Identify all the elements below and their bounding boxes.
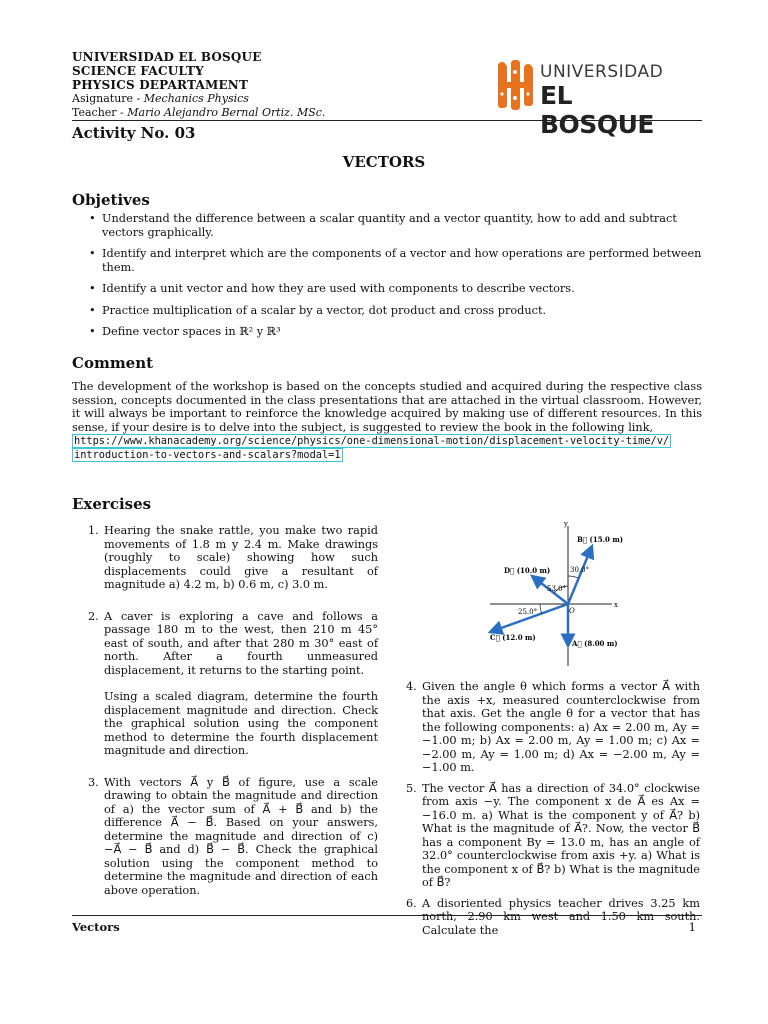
footer-title: Vectors — [72, 920, 120, 934]
bullet-icon: • — [89, 325, 96, 338]
angle-d-label: 53.0° — [547, 585, 567, 593]
exercise-text: Hearing the snake rattle, you make two rapid movements of 1.8 m y 2.4 m. Make drawings (roughly to scale) showing how such displacements could give a resultant of magnitude a) 4.2 m, b) 0.6 m, c) 3.0 m. — [104, 524, 378, 591]
objective-text: Identify a unit vector and how they are used with components to describe vectors. — [102, 282, 575, 295]
list-item — [72, 247, 702, 274]
exercise-text: A caver is exploring a cave and follows a passage 180 m to the west, then 210 m 45° east of south, and after that 280 m 30° east of north. After a fourth unmeasured displacement, it returns to the starting point. — [104, 609, 378, 677]
exercise-number: 2. — [88, 609, 99, 623]
vector-c-label: C⃗ (12.0 m) — [490, 633, 536, 642]
comment-paragraph: The development of the workshop is based on the concepts studied and acquired during the respective class session, concepts documented in the class presentations that are attached in the virtual classroom. However, it will always be important to reinforce the knowledge acquired by making use of different resources. In this sense, if your desire is to delve into the subject, is suggested to review the book in the following link, — [72, 380, 702, 434]
vector-d-label: D⃗ (10.0 m) — [504, 566, 551, 575]
exercises-heading: Exercises — [72, 495, 152, 513]
comment-heading: Comment — [72, 354, 154, 372]
objective-text: Define vector spaces in ℝ² y ℝ³ — [102, 325, 281, 338]
link-line-1[interactable]: https://www.khanacademy.org/science/physics/one-dimensional-motion/displacement-velocity-time/v/ — [74, 435, 670, 447]
link-line-2[interactable]: introduction-to-vectors-and-scalars?modal=1 — [74, 449, 341, 461]
exercise-item-1 — [88, 524, 378, 592]
objective-text: Practice multiplication of a scalar by a vector, dot product and cross product. — [102, 303, 547, 317]
exercises-right-column — [406, 680, 700, 937]
exercise-number: 6. — [406, 896, 417, 910]
exercise-number: 5. — [406, 781, 417, 795]
list-item — [72, 212, 702, 239]
vector-figure — [480, 518, 630, 680]
list-item — [72, 325, 702, 339]
angle-c-label: 25.0° — [518, 608, 538, 616]
activity-number: Activity No. 03 — [72, 124, 196, 142]
exercise-text: A disoriented physics teacher drives 3.25 km north, 2.90 km west and 1.50 km south. Calculate the — [422, 896, 700, 937]
vector-a-label: A⃗ (8.00 m) — [572, 639, 618, 648]
objective-text: Understand the difference between a scalar quantity and a vector quantity, how to add and subtract vectors graphically. — [102, 212, 677, 239]
objective-text: Identify and interpret which are the components of a vector and how operations are performed between them. — [102, 247, 702, 274]
asignature-label: Asignature - — [72, 92, 144, 105]
y-axis-label: y — [564, 520, 568, 528]
logo-text-el-bosque: EL BOSQUE — [540, 81, 654, 139]
header-block — [72, 50, 325, 120]
footer-divider — [72, 915, 702, 916]
vector-b — [568, 546, 592, 604]
page-title: VECTORS — [342, 153, 426, 171]
exercise-text: The vector A⃗ has a direction of 34.0° clockwise from axis −y. The component x de A⃗ es Ax = −16.0 m. a) What is the component y of A⃗? b) What is the magnitude of A⃗?. Now, the vector B⃗ has a component By = 13.0 m, has an angle of 32.0° counterclockwise from axis +y. a) What is the component x of B⃗? b) What is the magnitude of B⃗? — [422, 781, 700, 889]
list-item — [72, 304, 702, 318]
exercise-number: 4. — [406, 680, 417, 693]
exercise-item-6 — [406, 896, 700, 938]
exercise-item-5 — [406, 781, 700, 890]
list-item — [72, 282, 702, 296]
angle-arc-b — [568, 576, 578, 578]
bullet-icon: • — [89, 247, 96, 260]
logo-text-universidad: UNIVERSIDAD — [540, 62, 664, 82]
bullet-icon: • — [89, 212, 96, 225]
teacher-label: Teacher - — [72, 106, 128, 119]
page-number: 1 — [688, 920, 696, 934]
exercise-item-3 — [88, 775, 378, 898]
khan-academy-link[interactable] — [72, 435, 702, 448]
exercise-number: 3. — [88, 775, 99, 789]
header-divider — [72, 120, 702, 121]
objectives-heading: Objetives — [72, 191, 150, 209]
khan-academy-link-continued[interactable] — [72, 449, 702, 462]
bullet-icon: • — [89, 282, 96, 295]
objectives-list — [72, 212, 702, 347]
logo-emblem-icon — [494, 58, 538, 114]
department-name: PHYSICS DEPARTAMENT — [72, 78, 249, 92]
exercise-text: With vectors A⃗ y B⃗ of figure, use a scale drawing to obtain the magnitude and direction of a) the vector sum of A⃗ + B⃗ and b) the difference A⃗ − B⃗. Based on your answers, determine the magnitude and direction of c) −A⃗ − B⃗ and d) B⃗ − B⃗. Check the graphical solution using the component method to determine the magnitude and direction of each above operation. — [104, 775, 378, 897]
teacher-value: Mario Alejandro Bernal Ortiz. MSc. — [127, 106, 326, 119]
exercise-number: 1. — [88, 524, 99, 537]
origin-label: O — [569, 607, 575, 615]
vector-b-label: B⃗ (15.0 m) — [577, 535, 624, 544]
university-name: UNIVERSIDAD EL BOSQUE — [72, 50, 262, 64]
bullet-icon: • — [89, 303, 96, 317]
asignature-line — [72, 92, 325, 106]
angle-b-label: 30.0° — [570, 566, 590, 574]
teacher-line — [72, 106, 325, 120]
exercise-text: Given the angle θ which forms a vector A⃗ with the axis +x, measured counterclockwise from that axis. Get the angle θ for a vector that has the following components: a) Ax = 2.00 m, Ay = −1.00 m; b) Ax = 2.00 m, Ay = 1.00 m; c) Ax = −2.00 m, Ay = 1.00 m; d) Ax = −2.00 m, Ay = −1.00 m. — [422, 680, 700, 774]
exercise-item-2 — [88, 609, 378, 758]
faculty-name: SCIENCE FACULTY — [72, 64, 204, 78]
x-axis-label: x — [614, 601, 618, 609]
exercise-text-continued: Using a scaled diagram, determine the fourth displacement magnitude and direction. Check the graphical solution using the component method to determine the fourth displacement magnitude and direction. — [104, 690, 378, 757]
exercise-item-4 — [406, 680, 700, 775]
university-logo — [494, 58, 694, 139]
asignature-value: Mechanics Physics — [143, 92, 249, 105]
exercises-left-column — [88, 524, 378, 897]
